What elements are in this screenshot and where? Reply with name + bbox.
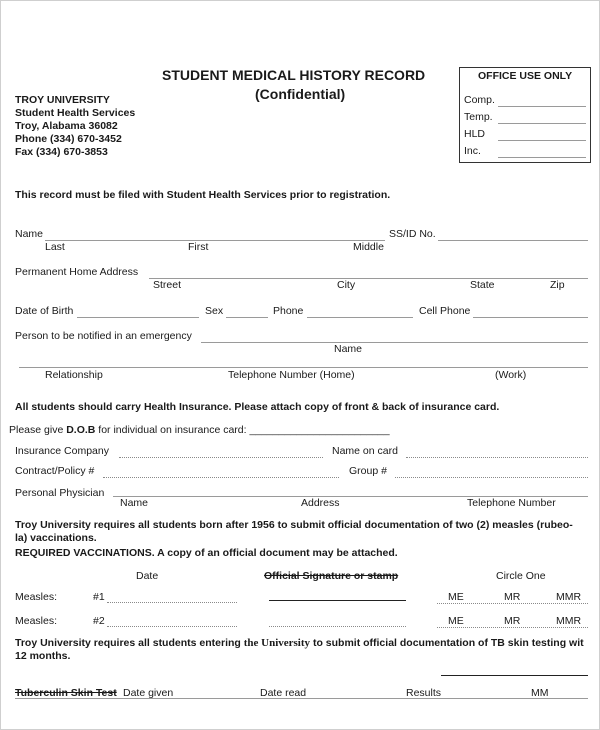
- office-inc-line[interactable]: [498, 157, 586, 158]
- org-name: TROY UNIVERSITY: [15, 94, 110, 106]
- name-sub-last: Last: [45, 241, 65, 253]
- vacc-col-signature: Official Signature or stamp: [264, 570, 399, 582]
- measles-row1-opt-me[interactable]: ME: [448, 591, 464, 603]
- office-hld-label: HLD: [464, 128, 486, 140]
- contract-field[interactable]: [103, 477, 339, 478]
- address-sub-zip: Zip: [550, 279, 565, 291]
- vacc-col-circle: Circle One: [496, 570, 546, 582]
- phone-field[interactable]: [307, 317, 413, 318]
- address-field[interactable]: [149, 278, 588, 279]
- cell-label: Cell Phone: [419, 305, 471, 317]
- insurance-company-field[interactable]: [119, 457, 323, 458]
- emergency-sub-home: Telephone Number (Home): [228, 369, 355, 381]
- ssid-label: SS/ID No.: [389, 228, 436, 240]
- insurance-notice: All students should carry Health Insurance. Please attach copy of front & back of insurance card.: [15, 401, 500, 413]
- office-comp-line[interactable]: [498, 106, 586, 107]
- vacc-col-date: Date: [136, 570, 159, 582]
- office-temp-line[interactable]: [498, 123, 586, 124]
- insurance-company-label: Insurance Company: [15, 445, 109, 457]
- name-sub-middle: Middle: [353, 241, 384, 253]
- dob-insurance-bold: D.O.B: [66, 424, 96, 436]
- sex-label: Sex: [205, 305, 224, 317]
- measles-row2-circle-line: [437, 627, 588, 628]
- org-city: Troy, Alabama 36082: [15, 120, 118, 132]
- physician-label: Personal Physician: [15, 487, 105, 499]
- name-label: Name: [15, 228, 44, 240]
- measles-row1-circle-line: [437, 603, 588, 604]
- measles-row2-num: #2: [93, 615, 105, 627]
- measles-row1-date-field[interactable]: [107, 602, 237, 603]
- emergency-contact-field[interactable]: [19, 367, 588, 368]
- name-on-card-label: Name on card: [332, 445, 398, 457]
- office-use-box: [459, 67, 591, 163]
- org-phone: Phone (334) 670-3452: [15, 133, 122, 145]
- dob-insurance-suffix: for individual on insurance card: ________________________: [95, 424, 390, 436]
- office-use-title: OFFICE USE ONLY: [478, 70, 573, 82]
- ssid-field[interactable]: [438, 240, 588, 241]
- emergency-name-field[interactable]: [201, 342, 588, 343]
- org-fax: Fax (334) 670-3853: [15, 146, 108, 158]
- office-inc-label: Inc.: [464, 145, 481, 157]
- address-label: Permanent Home Address: [15, 266, 139, 278]
- emergency-sub-name: Name: [334, 343, 363, 355]
- tb-notice-part1: Troy University requires all students entering: [15, 637, 244, 649]
- dob-label: Date of Birth: [15, 305, 74, 317]
- emergency-label: Person to be notified in an emergency: [15, 330, 192, 342]
- form-title: STUDENT MEDICAL HISTORY RECORD: [162, 67, 426, 83]
- address-sub-state: State: [470, 279, 495, 291]
- address-sub-street: Street: [153, 279, 182, 291]
- tuberculin-top-line: [441, 675, 588, 676]
- office-hld-line[interactable]: [498, 140, 586, 141]
- measles-row2-opt-me[interactable]: ME: [448, 615, 464, 627]
- org-dept: Student Health Services: [15, 107, 136, 119]
- measles-row2-label: Measles:: [15, 615, 58, 627]
- group-field[interactable]: [395, 477, 588, 478]
- measles-row1-signature-field[interactable]: [269, 600, 406, 601]
- physician-sub-name: Name: [120, 497, 149, 509]
- group-label: Group #: [349, 465, 387, 477]
- form-subtitle: (Confidential): [255, 86, 346, 102]
- name-sub-first: First: [188, 241, 209, 253]
- measles-row1-opt-mmr[interactable]: MMR: [556, 591, 582, 603]
- phone-label: Phone: [273, 305, 304, 317]
- name-field[interactable]: [45, 240, 385, 241]
- sex-field[interactable]: [226, 317, 268, 318]
- measles-row2-date-field[interactable]: [107, 626, 237, 627]
- vaccinations-title: REQUIRED VACCINATIONS. A copy of an official document may be attached.: [15, 547, 398, 559]
- office-comp-label: Comp.: [464, 94, 495, 106]
- measles-row2-opt-mr[interactable]: MR: [504, 615, 521, 627]
- tuberculin-col-read: Date read: [260, 687, 307, 699]
- measles-row1-label: Measles:: [15, 591, 58, 603]
- office-temp-label: Temp.: [464, 111, 493, 123]
- emergency-sub-work: (Work): [495, 369, 527, 381]
- physician-sub-phone: Telephone Number: [467, 497, 556, 509]
- tuberculin-col-results: Results: [406, 687, 442, 699]
- dob-insurance-line: [9, 424, 390, 436]
- physician-sub-address: Address: [301, 497, 340, 509]
- name-on-card-field[interactable]: [406, 457, 588, 458]
- address-sub-city: City: [337, 279, 356, 291]
- tb-notice-part2: the University: [243, 637, 311, 649]
- intro-text: This record must be filed with Student Health Services prior to registration.: [15, 189, 391, 201]
- tuberculin-label: Tuberculin Skin Test: [15, 687, 117, 699]
- tb-notice-line1: [15, 637, 584, 649]
- tb-notice-part3: to submit official documentation of TB skin testing wit: [310, 637, 584, 649]
- measles-row1-opt-mr[interactable]: MR: [504, 591, 521, 603]
- cell-field[interactable]: [473, 317, 588, 318]
- emergency-sub-relationship: Relationship: [45, 369, 103, 381]
- tb-notice-line2: 12 months.: [15, 650, 71, 662]
- measles-notice: Troy University requires all students born after 1956 to submit official documentation of two (2) measles (rubeo- la) vaccinations.: [15, 519, 573, 544]
- dob-field[interactable]: [77, 317, 199, 318]
- tuberculin-col-mm: MM: [531, 687, 549, 699]
- measles-row2-signature-field[interactable]: [269, 626, 406, 627]
- dob-insurance-prefix: Please give: [9, 424, 67, 436]
- tuberculin-field[interactable]: [15, 698, 588, 699]
- contract-label: Contract/Policy #: [15, 465, 95, 477]
- tuberculin-col-given: Date given: [123, 687, 174, 699]
- measles-row2-opt-mmr[interactable]: MMR: [556, 615, 582, 627]
- measles-row1-num: #1: [93, 591, 105, 603]
